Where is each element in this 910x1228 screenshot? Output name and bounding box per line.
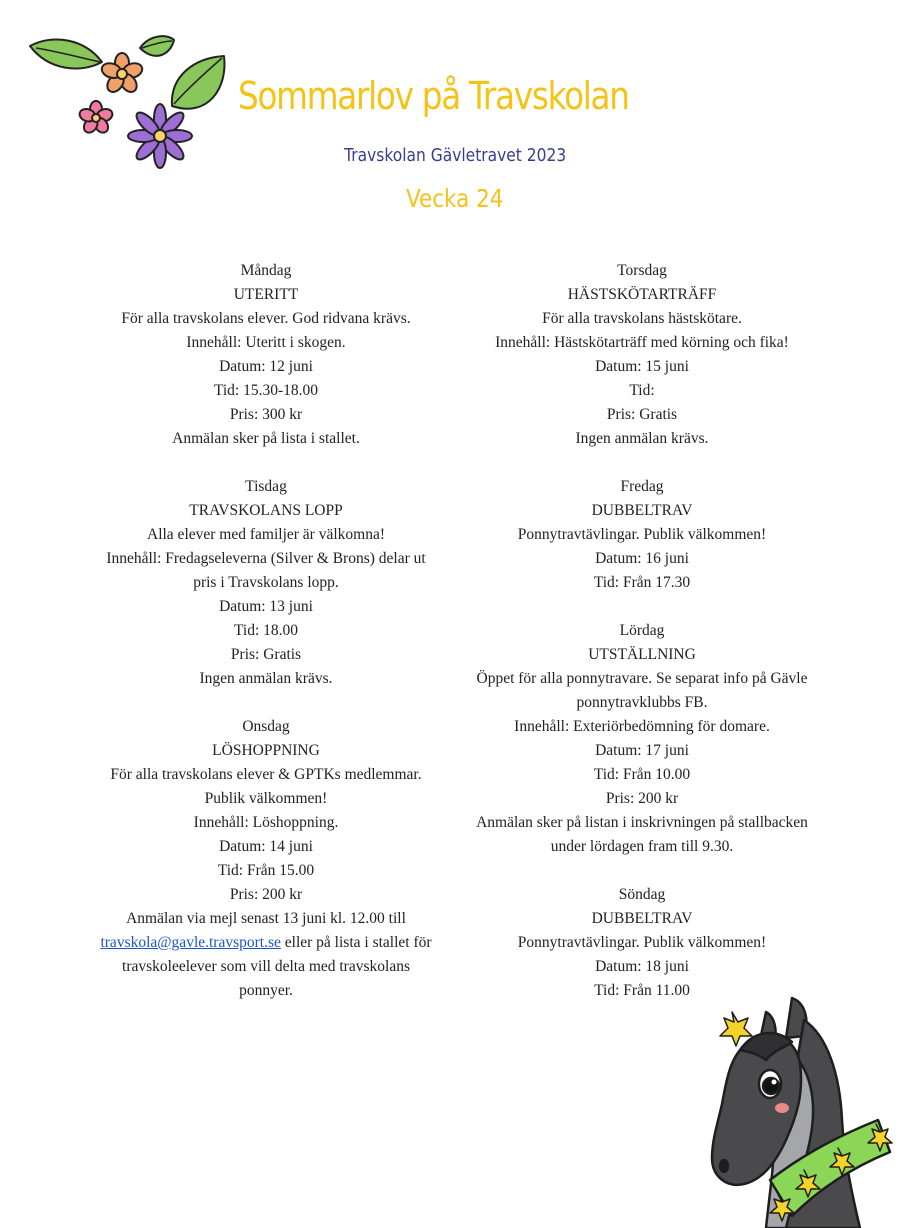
event-time: Tid: Från 17.30 (593, 574, 691, 591)
event-name: HÄSTSKÖTARTRÄFF (567, 286, 717, 303)
schedule-column-left (98, 259, 434, 1027)
event-friday (474, 475, 810, 595)
event-description: Alla elever med familjer är välkomna! (147, 526, 385, 543)
horse-head-icon (700, 990, 900, 1228)
page-title: Sommarlov på Travskolan (238, 74, 629, 118)
event-day: Söndag (618, 886, 666, 903)
event-description: Öppet för alla ponnytravare. Se separat info på Gävle ponnytravklubbs FB. (476, 670, 808, 711)
event-date: Datum: 13 juni (219, 598, 313, 615)
event-wednesday (98, 715, 434, 1003)
event-day: Tisdag (245, 478, 287, 495)
event-content: Innehåll: Fredagseleverna (Silver & Brons) delar ut pris i Travskolans lopp. (106, 550, 426, 591)
event-monday (98, 259, 434, 451)
event-date: Datum: 15 juni (595, 358, 689, 375)
event-day: Torsdag (617, 262, 667, 279)
event-day: Måndag (240, 262, 292, 279)
event-signup: Anmälan sker på lista i stallet. (172, 430, 360, 447)
event-signup: Ingen anmälan krävs. (575, 430, 709, 447)
event-description: Ponnytravtävlingar. Publik välkommen! (517, 526, 767, 543)
event-name: DUBBELTRAV (591, 910, 693, 927)
event-time: Tid: 15.30-18.00 (213, 382, 319, 399)
event-content: Innehåll: Löshoppning. (193, 814, 339, 831)
event-price: Pris: 200 kr (605, 790, 679, 807)
event-description: För alla travskolans elever & GPTKs medlemmar. Publik välkommen! (110, 766, 422, 807)
signup-text: Anmälan via mejl senast 13 juni kl. 12.00 till (126, 910, 406, 927)
signup-text-continued: eller på lista i stallet för travskoleelever som vill delta med travskolans ponnyer. (122, 934, 432, 999)
event-time: Tid: (629, 382, 655, 399)
event-date: Datum: 18 juni (595, 958, 689, 975)
event-description: Ponnytravtävlingar. Publik välkommen! (517, 934, 767, 951)
event-tuesday (98, 475, 434, 691)
event-date: Datum: 14 juni (219, 838, 313, 855)
event-name: LÖSHOPPNING (212, 742, 320, 759)
event-price: Pris: Gratis (230, 646, 302, 663)
event-day: Onsdag (242, 718, 290, 735)
event-name: UTSTÄLLNING (588, 646, 696, 663)
event-content: Innehåll: Exteriörbedömning för domare. (514, 718, 770, 735)
week-label: Vecka 24 (406, 184, 504, 213)
event-description: För alla travskolans hästskötare. (542, 310, 742, 327)
event-thursday (474, 259, 810, 451)
event-price: Pris: Gratis (606, 406, 678, 423)
event-sunday (474, 883, 810, 1003)
event-date: Datum: 17 juni (595, 742, 689, 759)
event-time: Tid: 18.00 (233, 622, 299, 639)
event-date: Datum: 12 juni (219, 358, 313, 375)
event-time: Tid: Från 11.00 (594, 982, 690, 999)
event-name: TRAVSKOLANS LOPP (189, 502, 343, 519)
event-time: Tid: Från 15.00 (217, 862, 315, 879)
event-price: Pris: 300 kr (229, 406, 303, 423)
event-day: Fredag (620, 478, 664, 495)
event-day: Lördag (619, 622, 665, 639)
event-name: DUBBELTRAV (591, 502, 693, 519)
event-content: Innehåll: Hästskötarträff med körning och fika! (495, 334, 789, 351)
email-link[interactable]: travskola@gavle.travsport.se (100, 934, 281, 951)
event-description: För alla travskolans elever. God ridvana krävs. (121, 310, 411, 327)
event-saturday (474, 619, 810, 859)
event-name: UTERITT (233, 286, 299, 303)
event-price: Pris: 200 kr (229, 886, 303, 903)
event-signup (98, 907, 434, 1003)
event-time: Tid: Från 10.00 (593, 766, 691, 783)
event-content: Innehåll: Uteritt i skogen. (186, 334, 346, 351)
event-signup: Anmälan sker på listan i inskrivningen på stallbacken under lördagen fram till 9.30. (476, 814, 808, 855)
schedule-column-right (474, 259, 810, 1027)
event-date: Datum: 16 juni (595, 550, 689, 567)
event-signup: Ingen anmälan krävs. (199, 670, 333, 687)
page-subtitle: Travskolan Gävletravet 2023 (343, 145, 567, 166)
